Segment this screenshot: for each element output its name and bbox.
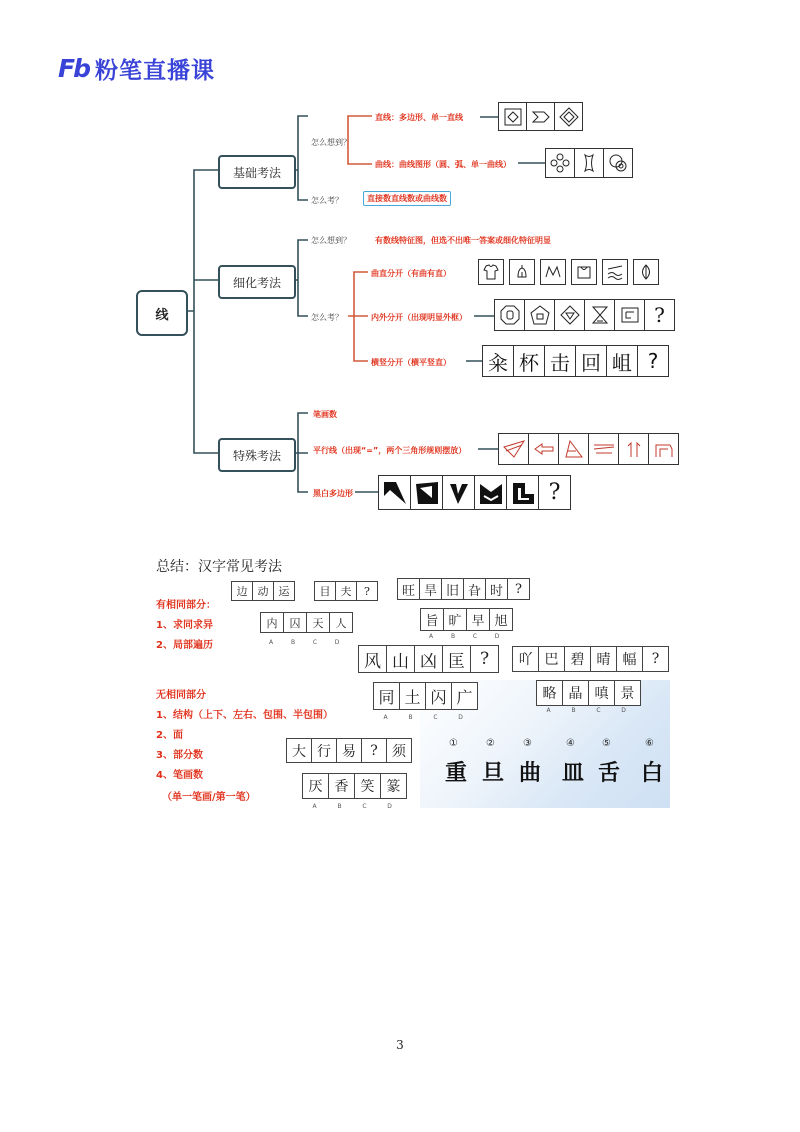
- option-label: A: [546, 707, 551, 714]
- char-cell: 土: [400, 683, 426, 709]
- char-cell: 嗔: [589, 681, 615, 705]
- circled-number: ⑥: [645, 738, 654, 749]
- basic-method-node: 基础考法: [218, 155, 296, 189]
- special-parallel-figures: [498, 433, 679, 465]
- no-common-heading: 无相同部分: [156, 690, 206, 701]
- circled-number: ④: [566, 738, 575, 749]
- char-cell: ?: [651, 651, 660, 667]
- refined-curve-figures: [478, 259, 659, 285]
- special-method-node: 特殊考法: [218, 438, 296, 472]
- char-cell: 人: [335, 616, 347, 630]
- char-cell: 旱: [420, 579, 442, 599]
- option-label: B: [571, 707, 576, 714]
- basic-count: 直接数直线数或曲线数: [363, 191, 451, 206]
- refined-how-think: 怎么想到？: [311, 236, 351, 245]
- char-cell: 囚: [284, 613, 307, 632]
- char-row-9: [536, 680, 641, 706]
- figure-hourglass: [585, 300, 615, 330]
- figure-shirt: [478, 259, 504, 285]
- basic-curve: 曲线：曲线图形（圆、弧、单一曲线）: [375, 160, 511, 169]
- basic-straight: 直线：多边形、单一直线: [375, 113, 463, 122]
- char-cell: 巴: [539, 647, 565, 671]
- option-label: B: [408, 714, 413, 721]
- char-cell: 旺: [398, 579, 420, 599]
- char-row-5: [420, 608, 513, 631]
- char-row-6: [358, 645, 499, 673]
- big-character: 重: [445, 761, 468, 786]
- basic-how-think: 怎么想到？: [311, 138, 351, 147]
- refined-hint: 有数线特征图，但选不出唯一答案或细化特征明显: [375, 236, 551, 245]
- refined-hv-split: 横竖分开（横平竖直）: [371, 358, 451, 367]
- char-cell: 厌: [303, 774, 329, 798]
- refined-curve-split: 曲直分开（有曲有直）: [371, 269, 451, 278]
- option-label: B: [337, 803, 342, 810]
- refined-how-test: 怎么考？: [311, 313, 343, 322]
- seek-same-diff: 1、求同求异: [156, 620, 213, 631]
- options-row-4: [260, 639, 348, 646]
- option-label: A: [383, 714, 388, 721]
- char-cell: 内: [261, 613, 284, 632]
- char-row-4: [260, 612, 353, 633]
- figure-diamond-tri: [555, 300, 585, 330]
- big-character: 旦: [482, 761, 505, 786]
- char-cell: 晴: [591, 647, 617, 671]
- option-label: D: [458, 714, 463, 721]
- char-row-8: [373, 682, 478, 710]
- big-character: 舌: [598, 761, 621, 786]
- option-label: A: [428, 633, 434, 640]
- char-cell: 旨: [421, 609, 444, 630]
- figure-bw-4: [475, 476, 507, 509]
- hv-char: ?: [647, 349, 659, 373]
- option-label: A: [268, 639, 274, 646]
- char-cell: ?: [362, 739, 387, 762]
- page-number: 3: [396, 1038, 404, 1052]
- option-label: C: [362, 803, 367, 810]
- figure-octagon: [495, 300, 525, 330]
- refined-inout-figures: [494, 299, 675, 331]
- special-strokes: 笔画数: [313, 410, 337, 419]
- char-cell: ?: [515, 581, 522, 597]
- root-node: 线: [136, 290, 188, 336]
- char-cell: 笑: [355, 774, 381, 798]
- char-cell: 运: [278, 585, 290, 598]
- char-cell: 晶: [563, 681, 589, 705]
- figure-square-arc: [571, 259, 597, 285]
- char-row-3: [397, 578, 530, 600]
- figure-rhombus: [555, 103, 582, 130]
- option-label: B: [450, 633, 456, 640]
- basic-straight-figures: [498, 102, 583, 131]
- char-cell: 吖: [513, 647, 539, 671]
- circled-number: ⑤: [602, 738, 611, 749]
- figure-bw-1: [379, 476, 411, 509]
- circled-number: ①: [449, 738, 458, 749]
- char-cell: 旮: [464, 579, 486, 599]
- option-label: D: [621, 707, 626, 714]
- char-cell: 旭: [494, 614, 508, 629]
- char-row-1: [231, 581, 295, 601]
- figure-parallel-5: [619, 434, 649, 464]
- char-cell: 幅: [617, 647, 643, 671]
- char-cell: 闪: [426, 683, 452, 709]
- refined-inout-split: 内外分开（出现明显外框）: [371, 313, 467, 322]
- char-cell: 广: [456, 687, 473, 707]
- figure-arrow: [527, 103, 555, 130]
- option-label: C: [472, 633, 478, 640]
- hv-char: 回: [576, 346, 607, 376]
- figure-rings: [604, 149, 632, 177]
- figure-parallel-6: [649, 434, 678, 464]
- figure-circles-cross: [546, 149, 575, 177]
- char-cell: 易: [337, 739, 362, 762]
- char-cell: 大: [287, 739, 312, 762]
- char-cell: 须: [392, 743, 406, 760]
- options-row-9: [536, 707, 636, 714]
- char-row-11: [302, 773, 407, 799]
- structure-item: 1、结构（上下、左右、包围、半包围）: [156, 710, 333, 721]
- strokes-item: 4、笔画数: [156, 770, 203, 781]
- option-label: B: [290, 639, 296, 646]
- char-cell: 行: [312, 739, 337, 762]
- figure-leaf: [633, 259, 659, 285]
- circled-number: ③: [523, 738, 532, 749]
- char-cell: 山: [387, 646, 415, 672]
- big-character: 白: [641, 761, 664, 786]
- hv-char: 岨: [607, 346, 638, 376]
- big-character: 皿: [562, 761, 585, 786]
- circled-number: ②: [486, 738, 495, 749]
- char-cell: 凶: [415, 646, 443, 672]
- logo-text: 粉笔直播课: [94, 58, 215, 84]
- big-character: 曲: [519, 761, 542, 786]
- char-cell: ?: [479, 649, 490, 669]
- hv-char: 击: [545, 346, 576, 376]
- figure-bracket: [615, 300, 645, 330]
- char-cell: ?: [364, 584, 370, 598]
- char-cell: 碧: [565, 647, 591, 671]
- refined-method-node: 细化考法: [218, 265, 296, 299]
- stroke-note: （单一笔画/第一笔）: [162, 792, 256, 803]
- options-row-5: [420, 633, 508, 640]
- char-row-7: [512, 646, 669, 672]
- figure-bw-5: [507, 476, 539, 509]
- option-label: D: [494, 633, 500, 640]
- options-row-8: [373, 714, 473, 721]
- figure-bw-question: ?: [548, 480, 561, 505]
- hv-char: 杯: [514, 346, 545, 376]
- special-bw-figures: [378, 475, 571, 510]
- mind-map: [0, 0, 800, 540]
- char-cell: 时: [486, 579, 508, 599]
- figure-waves: [602, 259, 628, 285]
- char-cell: 篆: [386, 779, 401, 795]
- figure-question: ?: [654, 303, 665, 327]
- option-label: C: [312, 639, 318, 646]
- face-item: 2、面: [156, 730, 183, 741]
- char-cell: 天: [307, 613, 330, 632]
- basic-curve-figures: [545, 148, 633, 178]
- figure-bell: [509, 259, 535, 285]
- char-row-10: [286, 738, 412, 763]
- figure-pentagon: [525, 300, 555, 330]
- logo-mark: Fb: [58, 54, 89, 83]
- char-cell: 风: [359, 646, 387, 672]
- refined-hv-figures: [482, 345, 669, 377]
- figure-zigzag: [540, 259, 566, 285]
- figure-bw-2: [411, 476, 443, 509]
- char-cell: 早: [467, 609, 490, 630]
- figure-parallel-4: [589, 434, 619, 464]
- option-label: C: [433, 714, 438, 721]
- option-label: C: [596, 707, 601, 714]
- char-cell: 景: [620, 686, 635, 702]
- option-label: D: [387, 803, 392, 810]
- figure-diamond-square: [499, 103, 527, 130]
- char-cell: 夫: [336, 582, 357, 600]
- char-cell: 香: [329, 774, 355, 798]
- local-traverse: 2、局部遍历: [156, 640, 213, 651]
- char-row-2: [314, 581, 378, 601]
- has-common-heading: 有相同部分：: [156, 600, 216, 611]
- figure-bone: [575, 149, 604, 177]
- figure-parallel-2: [529, 434, 559, 464]
- special-parallel: 平行线（出现“=”，两个三角形规则摆放）: [313, 446, 467, 455]
- hv-char: 籴: [483, 346, 514, 376]
- summary-title: 总结：汉字常见考法: [156, 559, 282, 575]
- char-cell: 略: [537, 681, 563, 705]
- char-cell: 旷: [444, 609, 467, 630]
- char-cell: 动: [253, 582, 274, 600]
- figure-bw-3: [443, 476, 475, 509]
- special-bw: 黑白多边形: [313, 489, 353, 498]
- char-cell: 旧: [442, 579, 464, 599]
- figure-parallel-3: [559, 434, 589, 464]
- char-cell: 同: [374, 683, 400, 709]
- option-label: D: [334, 639, 340, 646]
- options-row-11: [302, 803, 402, 810]
- char-cell: 匡: [443, 646, 471, 672]
- option-label: A: [312, 803, 317, 810]
- char-cell: 边: [232, 582, 253, 600]
- figure-parallel-1: [499, 434, 529, 464]
- parts-item: 3、部分数: [156, 750, 203, 761]
- basic-how-test: 怎么考？: [311, 196, 343, 205]
- char-cell: 目: [315, 582, 336, 600]
